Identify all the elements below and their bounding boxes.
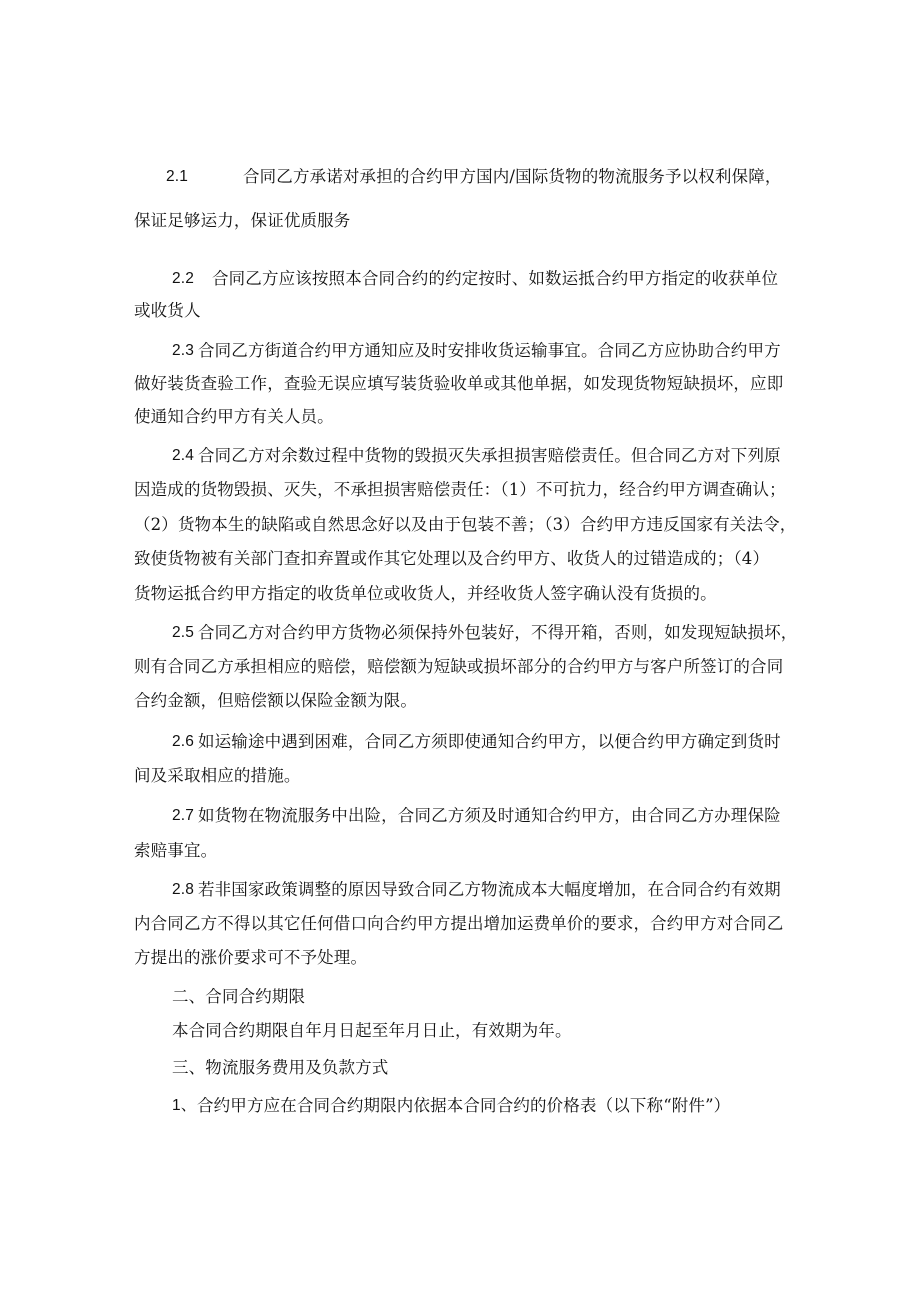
clause-2-7-line-1: 如货物在物流服务中出险，合同乙方须及时通知合约甲方，由合同乙方办理保险 <box>198 806 781 825</box>
clause-2-2-line-1: 合同乙方应该按照本合同合约的约定按时、如数运抵合约甲方指定的收获单位 <box>212 269 779 288</box>
clause-2-3-line-3: 使通知合约甲方有关人员。 <box>134 407 334 426</box>
clause-2-3-number: 2.3 <box>172 342 194 359</box>
clause-2-8-line-1: 若非国家政策调整的原因导致合同乙方物流成本大幅度增加，在合同合约有效期 <box>198 880 781 899</box>
section-2-heading: 二、合同合约期限 <box>172 987 306 1006</box>
clause-2-5-line-3: 合约金额，但赔偿额以保险金额为限。 <box>134 691 418 710</box>
clause-2-1-line-2: 保证足够运力，保证优质服务 <box>134 211 351 230</box>
clause-2-8-number: 2.8 <box>172 881 194 898</box>
clause-2-1-line-1: 合同乙方承诺对承担的合约甲方国内/国际货物的物流服务予以权利保障， <box>243 167 782 186</box>
clause-2-4-line-3: （2）货物本生的缺陷或自然思念好以及由于包装不善；（3）合约甲方违反国家有关法令， <box>134 515 797 534</box>
clause-2-8-line-2: 内合同乙方不得以其它任何借口向合约甲方提出增加运费单价的要求，合约甲方对合同乙 <box>134 914 784 933</box>
clause-2-6-number: 2.6 <box>172 733 194 750</box>
section-3-item-1-text: 合约甲方应在合同合约期限内依据本合同合约的价格表（以下称“附件”） <box>197 1096 731 1115</box>
clause-2-5-line-2: 则有合同乙方承担相应的赔偿，赔偿额为短缺或损坏部分的合约甲方与客户所签订的合同 <box>134 657 784 676</box>
clause-2-6-line-2: 间及采取相应的措施。 <box>134 766 301 785</box>
section-3-item-1-number: 1、 <box>172 1097 197 1114</box>
clause-2-2-line-2: 或收货人 <box>134 301 201 320</box>
clause-2-4-line-2: 因造成的货物毁损、灭失，不承担损害赔偿责任：（1）不可抗力，经合约甲方调查确认； <box>134 480 786 499</box>
section-3-heading: 三、物流服务费用及负款方式 <box>172 1058 389 1077</box>
clause-2-3-line-2: 做好装货查验工作，查验无误应填写装货验收单或其他单据，如发现货物短缺损坏，应即 <box>134 374 784 393</box>
clause-2-3-line-1: 合同乙方街道合约甲方通知应及时安排收货运输事宜。合同乙方应协助合约甲方 <box>198 341 781 360</box>
clause-2-2-number: 2.2 <box>172 270 194 287</box>
clause-2-5-number: 2.5 <box>172 624 194 641</box>
clause-2-4-line-1: 合同乙方对余数过程中货物的毁损灭失承担损害赔偿责任。但合同乙方对下列原 <box>198 446 781 465</box>
section-2-body: 本合同合约期限自年月日起至年月日止，有效期为年。 <box>172 1021 572 1040</box>
clause-2-8-line-3: 方提出的涨价要求可不予处理。 <box>134 948 368 967</box>
clause-2-5-line-1: 合同乙方对合约甲方货物必须保持外包装好，不得开箱，否则，如发现短缺损坏， <box>198 623 798 642</box>
clause-2-7-line-2: 索赔事宜。 <box>134 841 218 860</box>
clause-2-6-line-1: 如运输途中遇到困难，合同乙方须即使通知合约甲方，以便合约甲方确定到货时 <box>198 732 781 751</box>
clause-2-4-number: 2.4 <box>172 447 194 464</box>
clause-2-4-line-5: 货物运抵合约甲方指定的收货单位或收货人，并经收货人签字确认没有货损的。 <box>134 584 717 603</box>
clause-2-4-line-4: 致使货物被有关部门查扣弃置或作其它处理以及合约甲方、收货人的过错造成的；（4） <box>134 549 770 568</box>
clause-2-7-number: 2.7 <box>172 807 194 824</box>
clause-2-1-number: 2.1 <box>166 168 188 185</box>
